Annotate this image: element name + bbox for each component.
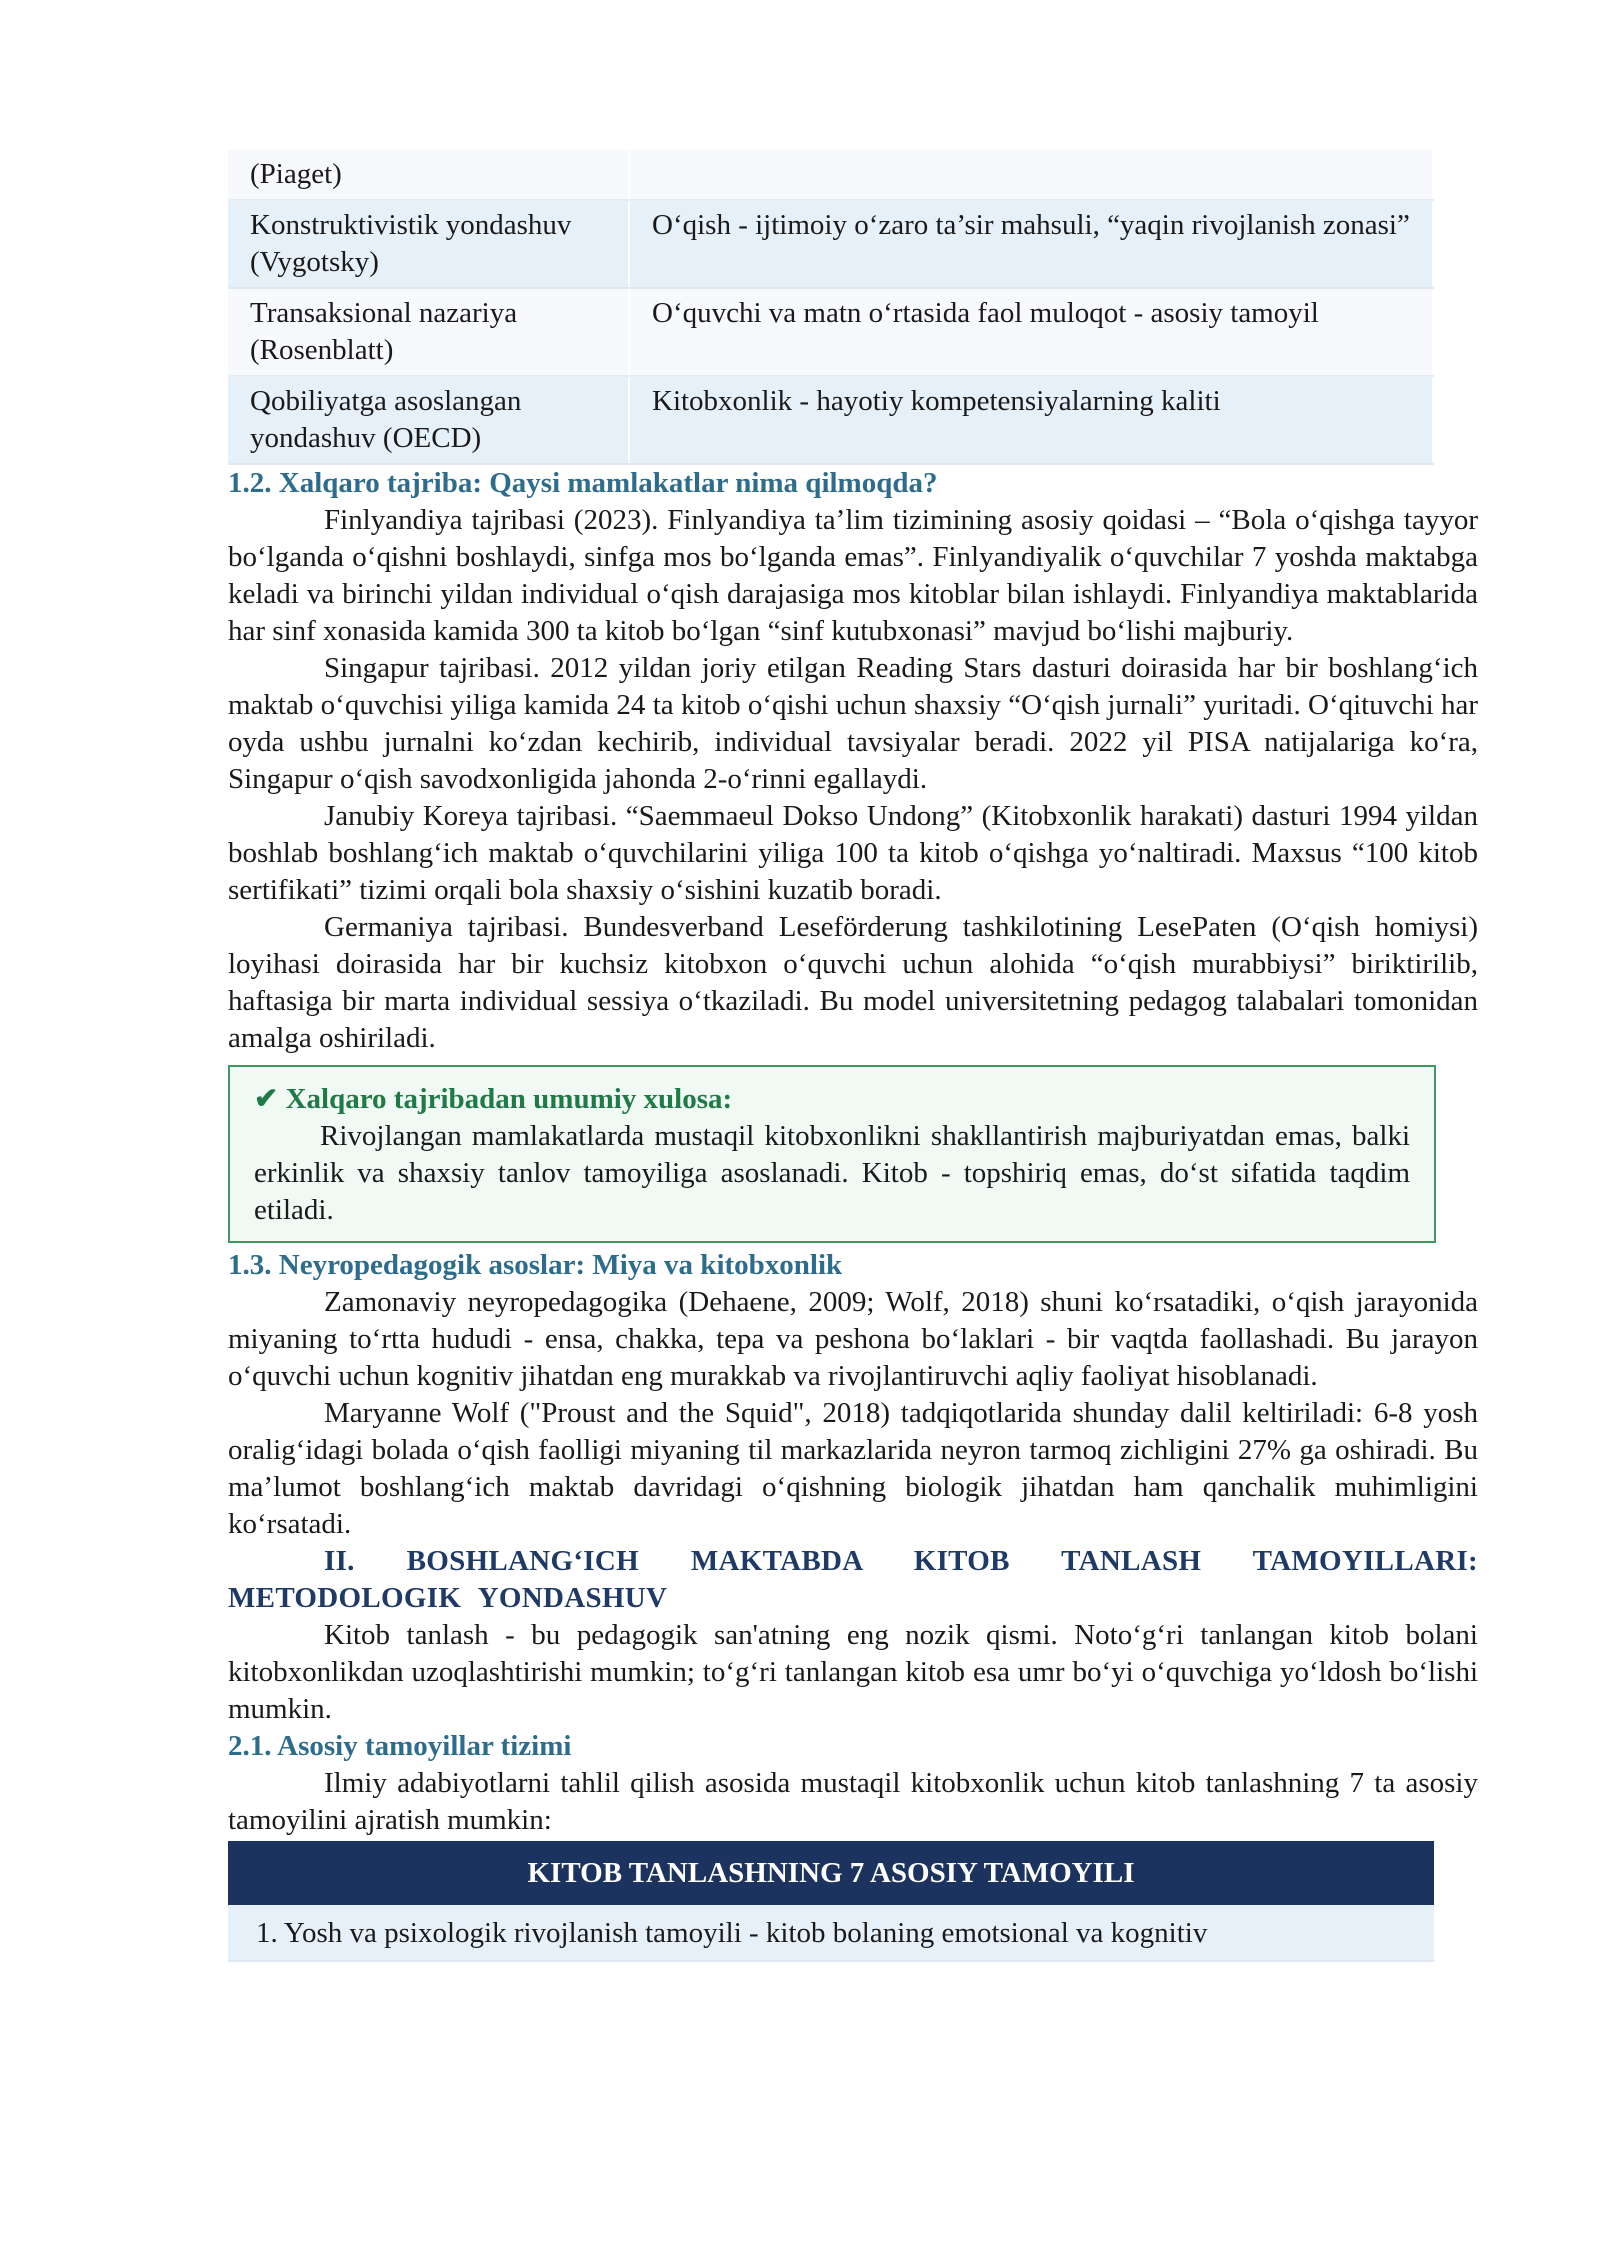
principles-table-header: KITOB TANLASHNING 7 ASOSIY TAMOYILI xyxy=(228,1841,1434,1905)
principles-table-row: 1. Yosh va psixologik rivojlanish tamoyili - kitob bolaning emotsional va kognitiv xyxy=(228,1905,1434,1962)
table-row xyxy=(228,288,1433,376)
paragraph-section-2-1-intro: Ilmiy adabiyotlarni tahlil qilish asosida mustaqil kitobxonlik uchun kitob tanlashning 7 ta asosiy tamoyilini ajratish mumkin: xyxy=(228,1767,1478,1836)
conclusion-text: Rivojlangan mamlakatlarda mustaqil kitobxonlikni shakllantirish majburiyatdan emas, balki erkinlik va shaxsiy tanlov tamoyiliga asoslanadi. Kitob - topshiriq emas, do‘st sifatida taqdim etiladi. xyxy=(254,1120,1410,1226)
table-row xyxy=(228,150,1433,200)
section-heading-2-1: 2.1. Asosiy tamoyillar tizimi xyxy=(228,1730,572,1762)
paragraph-finland: Finlyandiya tajribasi (2023). Finlyandiya ta’lim tizimining asosiy qoidasi – “Bola o‘qishga tayyor bo‘lganda o‘qishni boshlaydi, sinfga mos bo‘lganda emas”. Finlyandiyalik o‘quvchilar 7 yoshda maktabga keladi va birinchi yildan individual o‘qish darajasiga mos kitoblar bilan ishlaydi. Finlyandiya maktablarida har sinf xonasida kamida 300 ta kitob bo‘lgan “sinf kutubxonasi” mavjud bo‘lishi majburiy. xyxy=(228,504,1478,647)
section-heading-1-2: 1.2. Xalqaro tajriba: Qaysi mamlakatlar nima qilmoqda? xyxy=(228,467,938,499)
table-row xyxy=(228,376,1433,464)
approach-cell: Konstruktivistik yondashuv (Vygotsky) xyxy=(228,200,629,288)
check-icon: ✔ xyxy=(254,1083,279,1115)
approach-cell: (Piaget) xyxy=(228,150,629,200)
paragraph-neuropedagogy: Zamonaviy neyropedagogika (Dehaene, 2009; Wolf, 2018) shuni ko‘rsatadiki, o‘qish jarayonida miyaning to‘rtta hududi - ensa, chakka, tepa va peshona bo‘laklari - bir vaqtda faollashadi. Bu jarayon o‘quvchi uchun kognitiv jihatdan eng murakkab va rivojlantiruvchi aqliy faoliyat hisoblanadi. xyxy=(228,1286,1478,1392)
description-cell: O‘quvchi va matn o‘rtasida faol muloqot - asosiy tamoyil xyxy=(629,288,1433,376)
conclusion-title: Xalqaro tajribadan umumiy xulosa: xyxy=(285,1083,733,1115)
description-cell xyxy=(629,150,1433,200)
paragraph-singapore: Singapur tajribasi. 2012 yildan joriy etilgan Reading Stars dasturi doirasida har bir boshlang‘ich maktab o‘quvchisi yiliga kamida 24 ta kitob o‘qishi uchun shaxsiy “O‘qish jurnali” yuritadi. O‘qituvchi har oyda ushbu jurnalni ko‘zdan kechirib, individual tavsiyalar beradi. 2022 yil PISA natijalariga ko‘ra, Singapur o‘qish savodxonligida jahonda 2-o‘rinni egallaydi. xyxy=(228,652,1478,795)
paragraph-chapter-2-intro: Kitob tanlash - bu pedagogik san'atning eng nozik qismi. Noto‘g‘ri tanlangan kitob bolani kitobxonlikdan uzoqlashtirishi mumkin; to‘g‘ri tanlangan kitob esa umr bo‘yi o‘quvchiga yo‘ldosh bo‘lishi mumkin. xyxy=(228,1619,1478,1725)
paragraph-korea: Janubiy Koreya tajribasi. “Saemmaeul Dokso Undong” (Kitobxonlik harakati) dasturi 1994 yildan boshlab boshlang‘ich maktab o‘quvchilarini yiliga 100 ta kitob o‘qishga yo‘naltiradi. Maxsus “100 kitob sertifikati” tizimi orqali bola shaxsiy o‘sishini kuzatib boradi. xyxy=(228,800,1478,906)
chapter-heading-2: II. BOSHLANG‘ICH MAKTABDA KITOB TANLASH TAMOYILLARI: METODOLOGIK YONDASHUV xyxy=(228,1545,1478,1614)
page-content xyxy=(228,150,1478,1962)
paragraph-wolf: Maryanne Wolf ("Proust and the Squid", 2018) tadqiqotlarida shunday dalil keltiriladi: 6-8 yosh oralig‘idagi bolada o‘qish faolligi miyaning til markazlarida neyron tarmoq zichligini 27% ga oshiradi. Bu ma’lumot boshlang‘ich maktab davridagi o‘qishning biologik jihatdan ham qanchalik muhimligini ko‘rsatadi. xyxy=(228,1397,1478,1540)
approach-cell: Qobiliyatga asoslangan yondashuv (OECD) xyxy=(228,376,629,464)
section-heading-1-3: 1.3. Neyropedagogik asoslar: Miya va kitobxonlik xyxy=(228,1249,843,1281)
description-cell: O‘qish - ijtimoiy o‘zaro ta’sir mahsuli, “yaqin rivojlanish zonasi” xyxy=(629,200,1433,288)
approach-cell: Transaksional nazariya (Rosenblatt) xyxy=(228,288,629,376)
conclusion-title-line xyxy=(254,1081,1410,1118)
paragraph-germany: Germaniya tajribasi. Bundesverband Leseförderung tashkilotining LesePaten (O‘qish homiysi) loyihasi doirasida har bir kuchsiz kitobxon o‘quvchi uchun alohida “o‘qish murabbiysi” biriktirilib, haftasiga bir marta individual sessiya o‘tkaziladi. Bu model universitetning pedagog talabalari tomonidan amalga oshiriladi. xyxy=(228,911,1478,1054)
conclusion-box xyxy=(228,1065,1436,1243)
approaches-table xyxy=(228,150,1434,465)
description-cell: Kitobxonlik - hayotiy kompetensiyalarning kaliti xyxy=(629,376,1433,464)
table-row xyxy=(228,200,1433,288)
